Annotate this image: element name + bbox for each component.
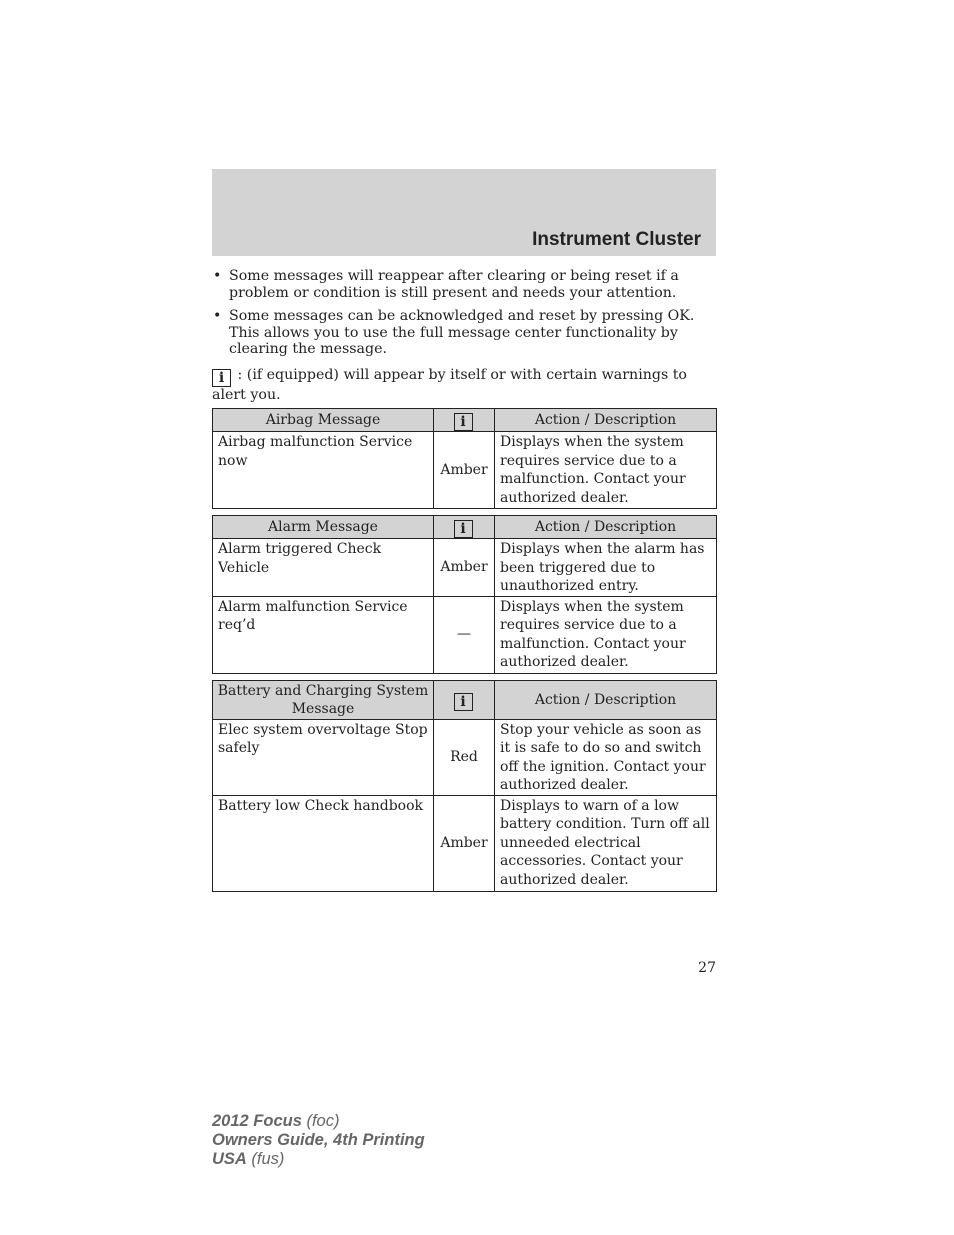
info-icon: i <box>454 520 473 538</box>
action-column-header: Action / Description <box>495 409 717 432</box>
info-column-header <box>434 409 495 432</box>
message-cell: Airbag malfunction Service now <box>213 432 434 509</box>
footer-line-3 <box>212 1150 425 1169</box>
bullet-marker: • <box>213 268 222 284</box>
footer-market: USA <box>212 1150 247 1168</box>
page-number: 27 <box>698 960 716 976</box>
message-column-header: Battery and Charging System Message <box>213 680 434 719</box>
page-content <box>212 268 716 892</box>
footer-guide: Owners Guide, 4th Printing <box>212 1131 425 1149</box>
color-cell: Amber <box>434 432 495 509</box>
color-cell: Amber <box>434 539 495 597</box>
airbag-message-table <box>212 408 717 509</box>
message-cell: Battery low Check handbook <box>213 795 434 891</box>
battery-message-table <box>212 680 717 892</box>
message-cell: Elec system overvoltage Stop safely <box>213 719 434 795</box>
bullet-list <box>212 268 716 358</box>
color-cell: — <box>434 596 495 673</box>
info-note <box>212 367 716 404</box>
alarm-message-table <box>212 515 717 674</box>
message-column-header: Airbag Message <box>213 409 434 432</box>
footer-line-1 <box>212 1112 425 1131</box>
bullet-text: Some messages will reappear after clearing or being reset if a problem or condition is still present and needs your attention. <box>229 268 679 301</box>
table-row <box>213 432 717 509</box>
table-header-row <box>213 516 717 539</box>
table-header-row <box>213 680 717 719</box>
bullet-text: Some messages can be acknowledged and reset by pressing OK. This allows you to use the full message center functionality by clearing the message. <box>229 308 695 357</box>
color-cell: Amber <box>434 795 495 891</box>
footer <box>212 1112 425 1169</box>
action-cell: Stop your vehicle as soon as it is safe to do so and switch off the ignition. Contact your authorized dealer. <box>495 719 717 795</box>
message-column-header: Alarm Message <box>213 516 434 539</box>
footer-model-code: (foc) <box>301 1112 340 1130</box>
action-cell: Displays when the alarm has been triggered due to unauthorized entry. <box>495 539 717 597</box>
footer-market-code: (fus) <box>246 1150 285 1168</box>
info-icon: i <box>454 693 473 711</box>
table-row <box>213 795 717 891</box>
bullet-item <box>212 268 716 301</box>
action-cell: Displays when the system requires service due to a malfunction. Contact your authorized dealer. <box>495 596 717 673</box>
table-row <box>213 719 717 795</box>
bullet-marker: • <box>213 308 222 324</box>
section-header-band <box>212 169 716 256</box>
info-column-header <box>434 680 495 719</box>
table-row <box>213 596 717 673</box>
footer-line-2 <box>212 1131 425 1150</box>
section-title: Instrument Cluster <box>532 229 701 250</box>
bullet-item <box>212 308 716 358</box>
action-cell: Displays when the system requires service due to a malfunction. Contact your authorized dealer. <box>495 432 717 509</box>
message-cell: Alarm triggered Check Vehicle <box>213 539 434 597</box>
message-cell: Alarm malfunction Service req’d <box>213 596 434 673</box>
info-icon: i <box>212 369 231 387</box>
info-note-text: : (if equipped) will appear by itself or with certain warnings to alert you. <box>212 366 687 403</box>
table-row <box>213 539 717 597</box>
info-icon: i <box>454 413 473 431</box>
action-cell: Displays to warn of a low battery condition. Turn off all unneeded electrical accessories. Contact your authorized dealer. <box>495 795 717 891</box>
action-column-header: Action / Description <box>495 516 717 539</box>
table-header-row <box>213 409 717 432</box>
action-column-header: Action / Description <box>495 680 717 719</box>
footer-model: 2012 Focus <box>212 1112 302 1130</box>
color-cell: Red <box>434 719 495 795</box>
info-column-header <box>434 516 495 539</box>
